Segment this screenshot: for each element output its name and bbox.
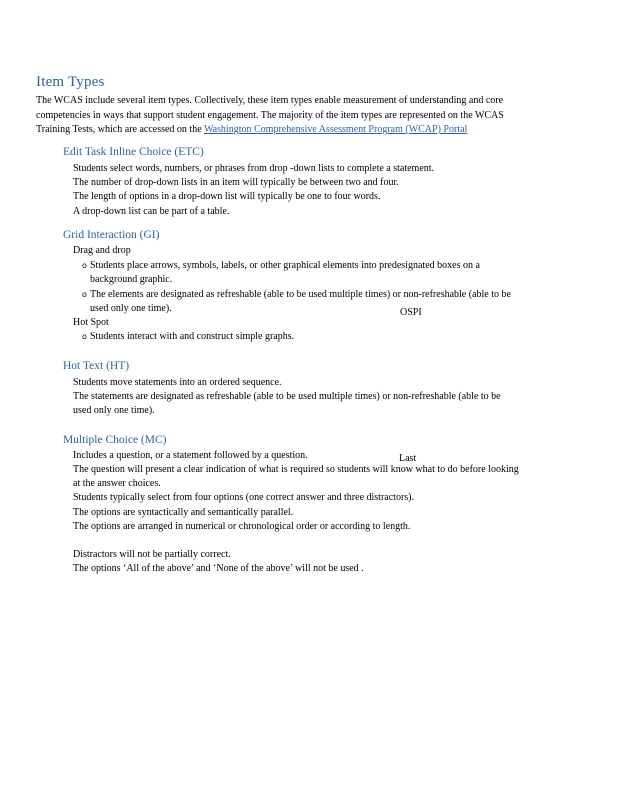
list-item xyxy=(61,244,581,258)
list-item-text: The number of drop-down lists in an item will typically be between two and four. xyxy=(73,177,399,188)
list-item xyxy=(61,376,581,390)
list-item-text: Drag and drop xyxy=(73,245,131,256)
intro-line-3 xyxy=(36,123,584,138)
page-title: Item Types xyxy=(36,74,105,90)
list-item xyxy=(61,162,581,176)
list-item xyxy=(61,390,581,404)
list-item-text: The options are arranged in numerical or chronological order or according to length. xyxy=(73,521,411,532)
list-item xyxy=(61,534,581,548)
list-item-text: A drop-down list can be part of a table. xyxy=(73,206,230,217)
list-item-continued: used only one time). xyxy=(73,405,155,416)
heading-mc: Multiple Choice (MC) xyxy=(63,434,167,446)
list-item xyxy=(61,449,581,463)
intro-line-1: The WCAS include several item types. Collectively, these item types enable measurement of understanding and core xyxy=(36,95,504,106)
heading-ht: Hot Text (HT) xyxy=(63,360,130,372)
list-item-text: Distractors will not be partially correct. xyxy=(73,549,231,560)
list-item-text: Includes a question, or a statement followed by a question. xyxy=(73,450,308,461)
list-item xyxy=(61,190,581,204)
list-item xyxy=(61,176,581,190)
list-item-text: The length of options in a drop-down list will typically be one to four words. xyxy=(73,191,381,202)
sub-list-item-continued: background graphic. xyxy=(90,274,173,285)
list-item-text: Hot Spot xyxy=(73,317,109,328)
intro-line-3-text: Training Tests, which are accessed on the xyxy=(36,124,204,135)
list-item-text: Students typically select from four options (one correct answer and three distractors). xyxy=(73,492,415,503)
sub-list-item-text: Students place arrows, symbols, labels, or other graphical elements into predesignated boxes on a xyxy=(90,260,480,271)
sub-bullet-icon: o xyxy=(82,261,87,270)
list-item-text: The options are syntactically and semantically parallel. xyxy=(73,507,294,518)
list-item-text: The statements are designated as refreshable (able to be used multiple times) or non-refreshable (able to be xyxy=(73,391,501,402)
list-item-continued: at the answer choices. xyxy=(73,478,161,489)
sub-list-item xyxy=(82,288,578,302)
heading-etc: Edit Task Inline Choice (ETC) xyxy=(63,146,204,158)
intro-line-2: competencies in ways that support student engagement. The majority of the item types are represented on the WCAS xyxy=(36,109,504,121)
list-item xyxy=(61,316,581,330)
list-item xyxy=(61,506,581,520)
sub-bullet-icon: o xyxy=(82,332,87,341)
list-item xyxy=(61,562,581,576)
floating-text-ospi: OSPI xyxy=(400,307,422,318)
sub-list-item xyxy=(82,259,578,273)
list-item-text: The question will present a clear indication of what is required so students will know what to do before looking xyxy=(73,464,519,475)
intro-paragraph xyxy=(36,94,584,138)
list-item-text: Students move statements into an ordered sequence. xyxy=(73,377,282,388)
list-item xyxy=(61,491,581,505)
sub-bullet-icon: o xyxy=(82,290,87,299)
list-item-text: Students select words, numbers, or phrases from drop -down lists to complete a statement. xyxy=(73,163,435,174)
wcap-portal-link[interactable]: Washington Comprehensive Assessment Program (WCAP) Portal xyxy=(203,124,468,135)
list-item xyxy=(61,463,581,477)
list-item xyxy=(61,548,581,562)
sub-list-item-text: Students interact with and construct simple graphs. xyxy=(90,331,295,342)
heading-gi: Grid Interaction (GI) xyxy=(63,229,160,241)
sub-list-item xyxy=(82,330,578,344)
sub-list-item-text: The elements are designated as refreshable (able to be used multiple times) or non-refreshable (able to be xyxy=(90,289,511,300)
list-item xyxy=(61,205,581,219)
sub-list-item-continued: used only one time). xyxy=(90,303,172,314)
list-item-text: The options ‘All of the above’ and ‘None of the above’ will not be used . xyxy=(73,563,364,574)
list-item xyxy=(61,520,581,534)
floating-text-last: Last xyxy=(399,453,417,464)
